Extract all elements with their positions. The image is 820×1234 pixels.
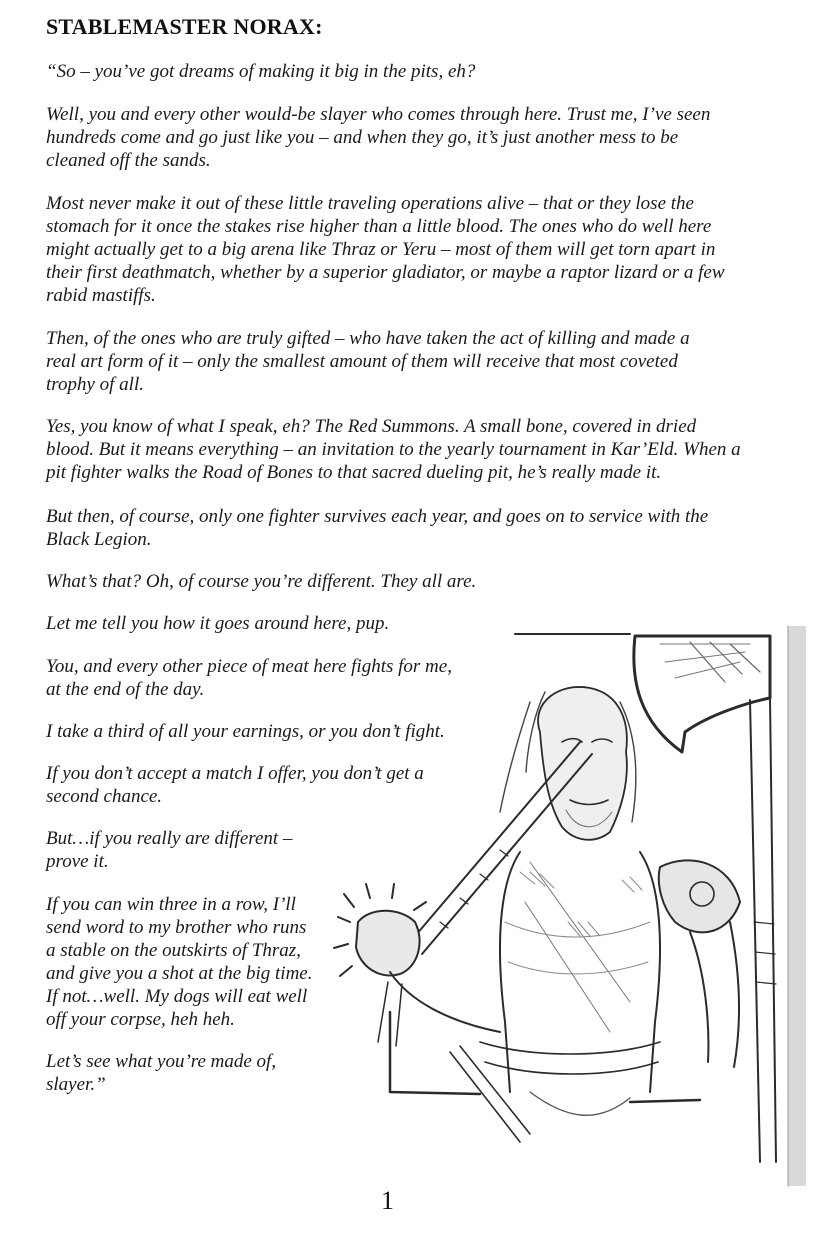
paragraph-4: Then, of the ones who are truly gifted – who have taken the act of killing and made a real art form of it – only the smallest amount of them will receive that most coveted trophy of all. bbox=[46, 328, 690, 395]
paragraph-13: If you can win three in a row, I’ll send word to my brother who runs a stable on the outskirts of Thraz, and give you a shot at the big time. If not…well. My dogs will eat well off your corpse, heh heh. bbox=[46, 894, 313, 1030]
page-number: 1 bbox=[381, 1186, 394, 1215]
gladiator-sketch-illustration bbox=[330, 622, 810, 1192]
paragraph-2: Well, you and every other would-be slayer who comes through here. Trust me, I’ve seen hundreds come and go just like you – and when they go, it’s just another mess to be cleaned off the sands. bbox=[46, 104, 711, 171]
paragraph-10: I take a third of all your earnings, or you don’t fight. bbox=[46, 721, 445, 742]
paragraph-11: If you don’t accept a match I offer, you don’t get a second chance. bbox=[46, 763, 424, 807]
paragraph-9: You, and every other piece of meat here fights for me, at the end of the day. bbox=[46, 656, 452, 700]
paragraph-7: What’s that? Oh, of course you’re different. They all are. bbox=[46, 571, 477, 592]
paragraph-3: Most never make it out of these little traveling operations alive – that or they lose the stomach for it once the stakes rise higher than a little blood. The ones who do well here might actually get to a big arena like Thraz or Yeru – most of them will get torn apart in their first deathmatch, whether by a superior gladiator, or maybe a raptor lizard or a few rabid mastiffs. bbox=[46, 193, 725, 306]
paragraph-12: But…if you really are different – prove it. bbox=[46, 828, 293, 872]
page-heading: STABLEMASTER NORAX: bbox=[46, 14, 323, 39]
paragraph-5: Yes, you know of what I speak, eh? The Red Summons. A small bone, covered in dried blood. But it means everything – an invitation to the yearly tournament in Kar’Eld. When a pit fighter walks the Road of Bones to that sacred dueling pit, he’s really made it. bbox=[46, 416, 741, 483]
paragraph-6: But then, of course, only one fighter survives each year, and goes on to service with the Black Legion. bbox=[46, 506, 709, 550]
paragraph-1: “So – you’ve got dreams of making it big in the pits, eh? bbox=[46, 61, 476, 82]
paragraph-14: Let’s see what you’re made of, slayer.” bbox=[46, 1051, 277, 1095]
paragraph-8: Let me tell you how it goes around here, pup. bbox=[46, 613, 390, 634]
